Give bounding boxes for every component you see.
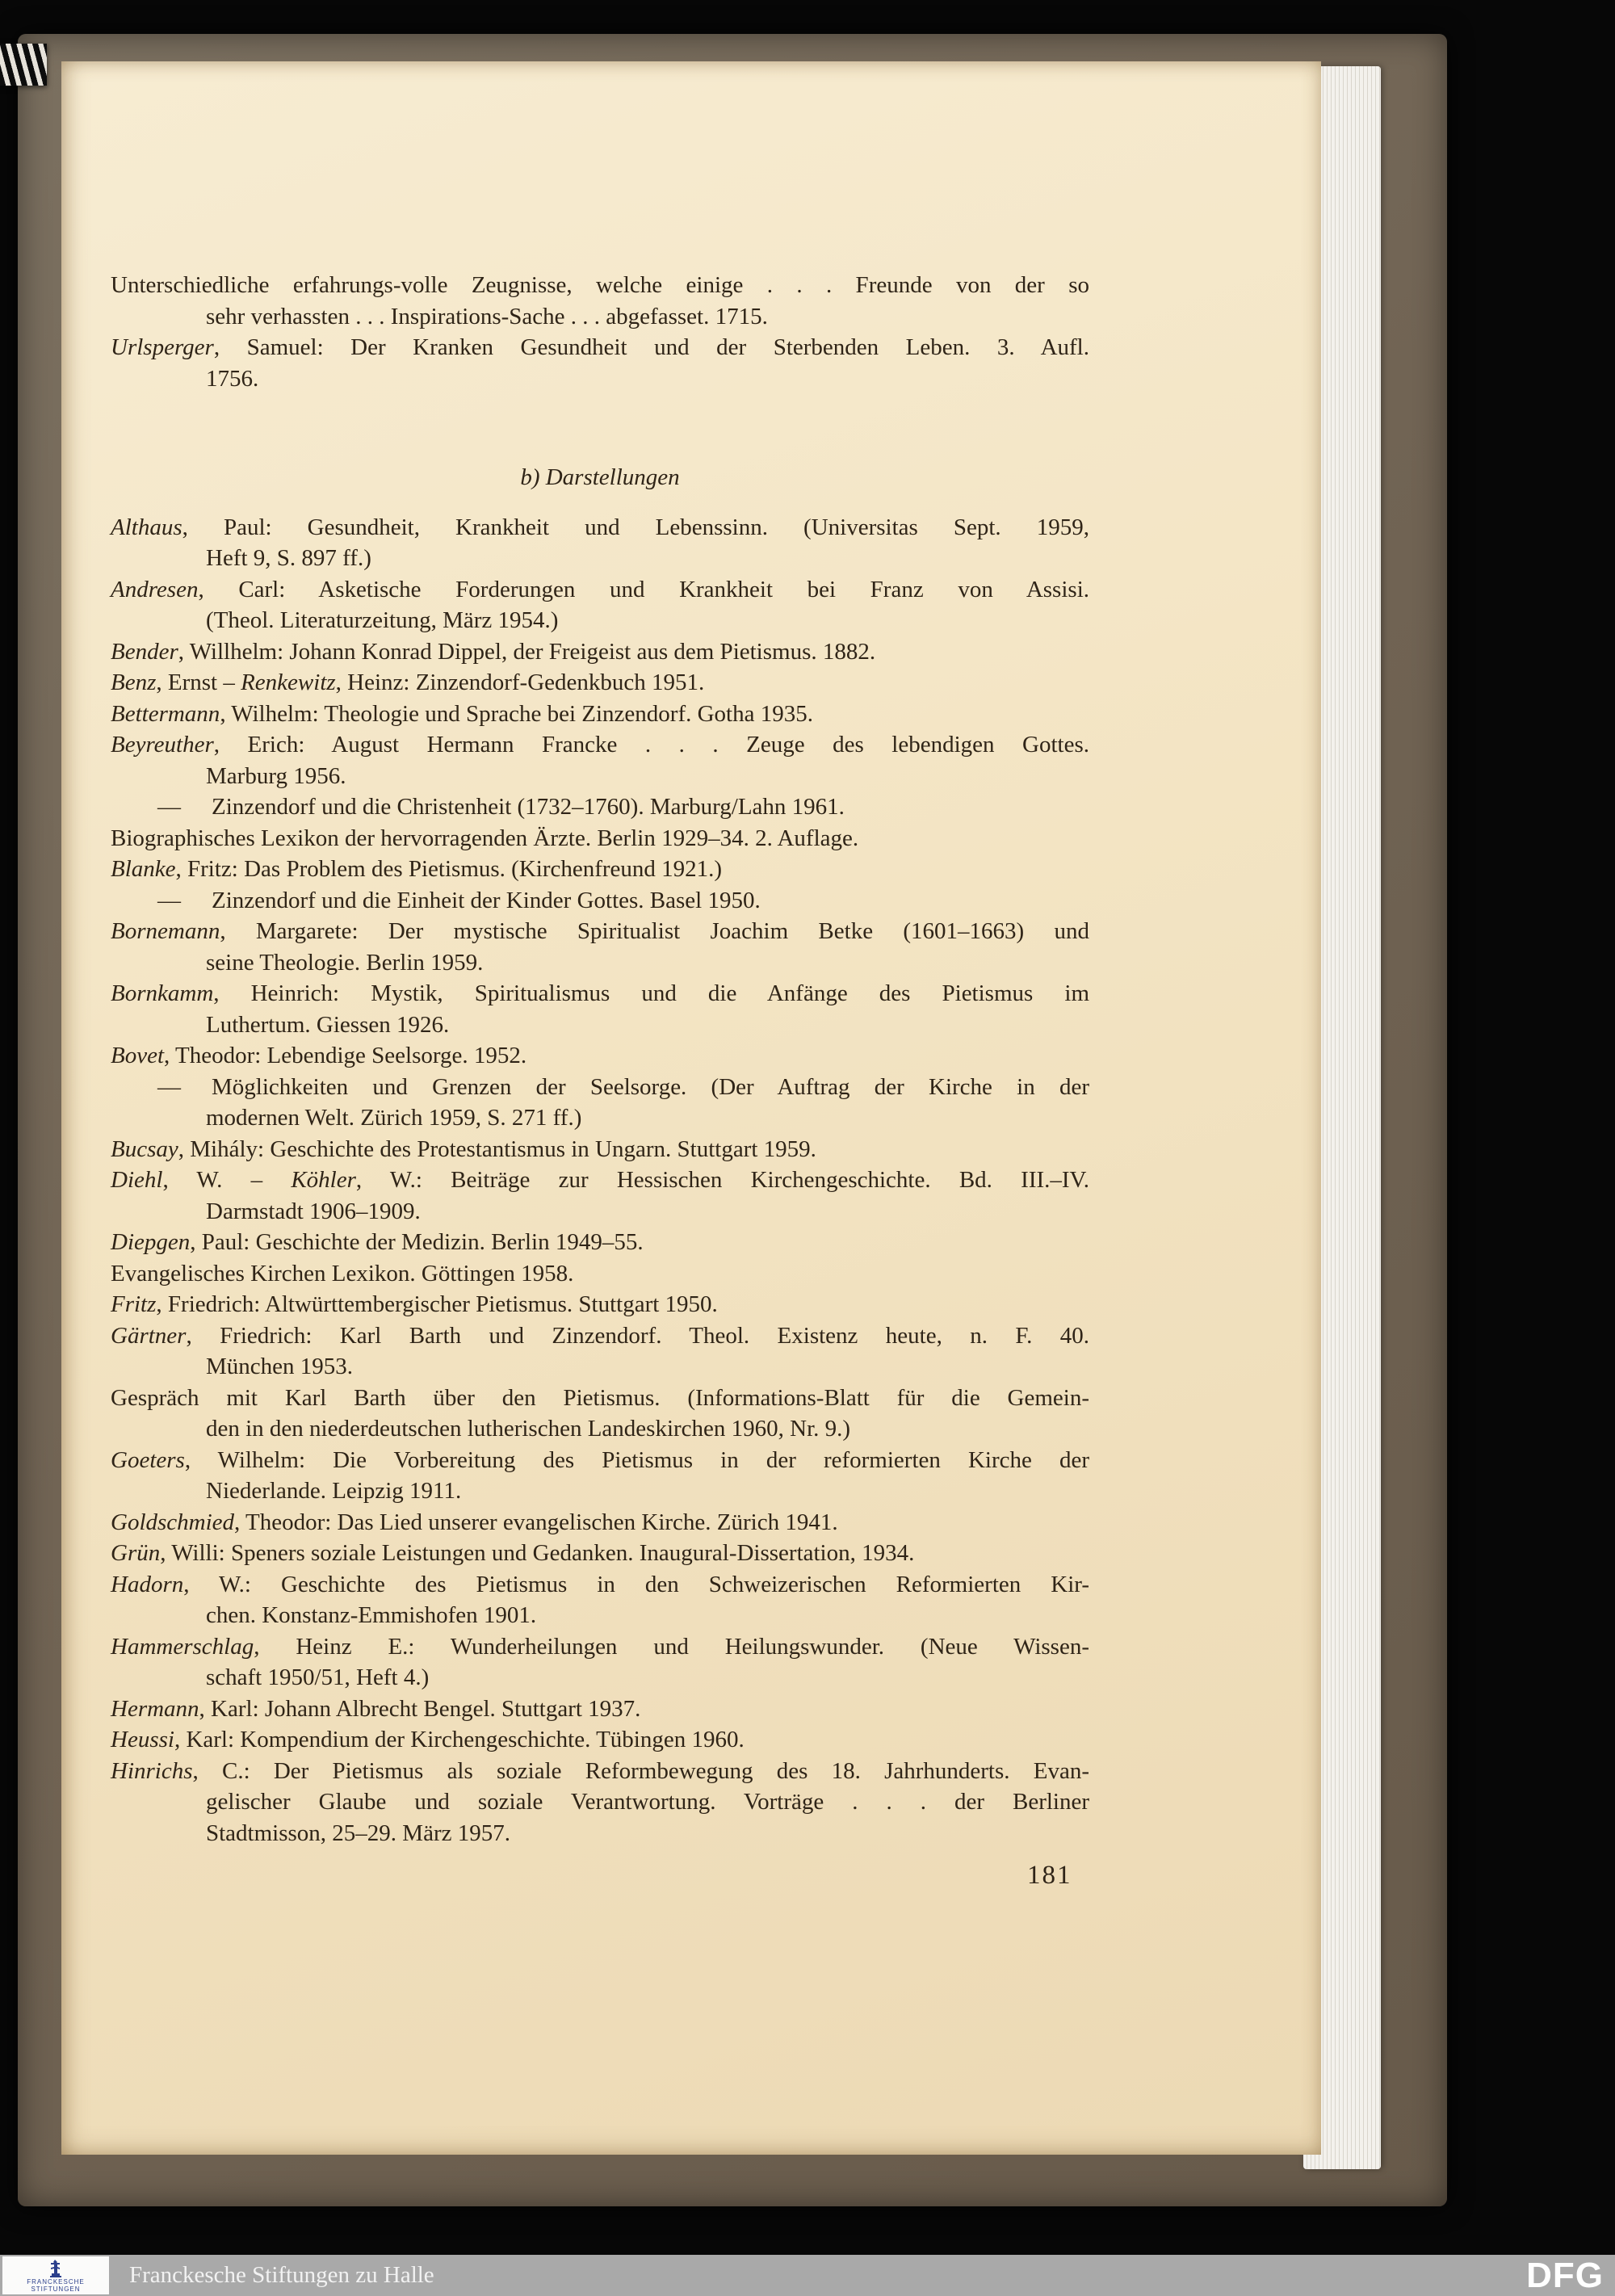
text-segment: , W. – xyxy=(162,1167,292,1193)
bib-line xyxy=(111,1258,1089,1290)
bibliography-entry xyxy=(111,667,1089,699)
bibliography-entry xyxy=(111,1072,1089,1134)
bib-line xyxy=(111,1786,1089,1818)
bibliography-entry xyxy=(111,574,1089,636)
bibliography-entry xyxy=(111,1383,1089,1445)
text-segment: Marburg 1956. xyxy=(206,762,346,789)
text-segment: , Wilhelm: Theologie und Sprache bei Zinzendorf. Gotha 1935. xyxy=(220,700,813,727)
bibliography-entry xyxy=(111,1258,1089,1290)
text-segment: , Theodor: Lebendige Seelsorge. 1952. xyxy=(164,1043,527,1068)
bibliography-entry xyxy=(111,1724,1089,1756)
bib-line xyxy=(111,1600,1089,1631)
viewer-footer xyxy=(0,2255,1615,2296)
text-segment: , Carl: Asketische Forderungen und Krankheit bei Franz von Assisi. xyxy=(198,576,1089,602)
bib-line xyxy=(111,301,1089,333)
text-segment: Althaus xyxy=(111,514,182,540)
text-segment: den in den niederdeutschen lutherischen Landeskirchen 1960, Nr. 9.) xyxy=(206,1416,851,1442)
bibliography-entry xyxy=(111,1165,1089,1227)
text-segment: , Heinz: Zinzendorf-Gedenkbuch 1951. xyxy=(335,669,705,695)
bib-line xyxy=(111,1196,1089,1228)
text-segment: , Friedrich: Karl Barth und Zinzendorf. Theol. Existenz heute, n. F. 40. xyxy=(186,1322,1089,1349)
bib-line xyxy=(111,1227,1089,1258)
bib-line xyxy=(111,916,1089,947)
text-segment: Gespräch mit Karl Barth über den Pietismus. (Informations-Blatt für die Gemein- xyxy=(111,1384,1089,1411)
dfg-logo: DFG xyxy=(1526,2256,1604,2295)
logo-caption-line1: FRANCKESCHE xyxy=(27,2277,85,2286)
text-segment: , Paul: Gesundheit, Krankheit und Lebenssinn. (Universitas Sept. 1959, xyxy=(182,514,1089,540)
bib-line xyxy=(111,1724,1089,1756)
text-segment: (Theol. Literaturzeitung, März 1954.) xyxy=(206,607,559,633)
text-segment: , Ernst – xyxy=(156,669,241,695)
text-segment: , Heinz E.: Wunderheilungen und Heilungswunder. (Neue Wissen- xyxy=(254,1633,1089,1660)
text-segment: , Theodor: Das Lied unserer evangelischen Kirche. Zürich 1941. xyxy=(234,1509,838,1535)
bibliography-entry xyxy=(111,332,1089,394)
text-segment: Bornkamm xyxy=(111,980,214,1006)
bib-line xyxy=(111,947,1089,979)
bib-line xyxy=(111,1631,1089,1663)
text-segment: , Erich: August Hermann Francke . . . Zeuge des lebendigen Gottes. xyxy=(213,732,1089,758)
bibliography-entry xyxy=(111,1569,1089,1631)
text-segment: Gärtner xyxy=(111,1322,187,1349)
text-segment: , Karl: Johann Albrecht Bengel. Stuttgart 1937. xyxy=(199,1695,641,1722)
text-segment: , Paul: Geschichte der Medizin. Berlin 1949–55. xyxy=(190,1229,644,1255)
text-segment: Diepgen xyxy=(111,1229,191,1255)
bibliography-list xyxy=(111,512,1089,1849)
text-segment: , C.: Der Pietismus als soziale Reformbewegung des 18. Jahrhunderts. Evan- xyxy=(192,1757,1089,1784)
bib-line xyxy=(111,1662,1089,1694)
bib-line xyxy=(111,1818,1089,1849)
text-segment: Biographisches Lexikon der hervorragenden Ärzte. Berlin 1929–34. 2. Auflage. xyxy=(111,825,859,851)
bibliography-entry xyxy=(111,1040,1089,1072)
text-segment: Diehl xyxy=(111,1167,163,1193)
text-segment: Beyreuther xyxy=(111,732,214,758)
text-segment: , W.: Geschichte des Pietismus in den Schweizerischen Reformierten Kir- xyxy=(183,1571,1089,1597)
franckesche-logo xyxy=(2,2256,109,2294)
text-segment: sehr verhassten . . . Inspirations-Sache . . . abgefasset. 1715. xyxy=(206,303,768,329)
bib-line xyxy=(111,1383,1089,1414)
text-segment: seine Theologie. Berlin 1959. xyxy=(206,949,484,976)
text-segment: 1756. xyxy=(206,365,259,392)
text-segment: Benz xyxy=(111,669,157,695)
bibliography-entry xyxy=(111,636,1089,668)
page-number: 181 xyxy=(1027,1861,1072,1890)
book-cover xyxy=(18,34,1447,2206)
bib-line xyxy=(111,1009,1089,1041)
bib-line xyxy=(111,1165,1089,1196)
bib-line xyxy=(111,1413,1089,1445)
bibliography-entry xyxy=(111,1445,1089,1507)
text-segment: , Karl: Kompendium der Kirchengeschichte. Tübingen 1960. xyxy=(174,1727,745,1752)
bib-line xyxy=(111,761,1089,792)
text-segment: Goeters xyxy=(111,1446,185,1473)
entry-repeat-dash: — xyxy=(157,794,181,820)
bib-line xyxy=(111,1134,1089,1165)
text-segment: Köhler xyxy=(291,1167,356,1193)
bib-line xyxy=(111,1475,1089,1507)
text-segment: Bucsay xyxy=(111,1135,178,1162)
bibliography-entry xyxy=(111,1631,1089,1694)
bib-line xyxy=(111,512,1089,544)
text-segment: Bettermann xyxy=(111,700,220,727)
text-segment: , Mihály: Geschichte des Protestantismus in Ungarn. Stuttgart 1959. xyxy=(178,1135,816,1162)
binding-thread xyxy=(0,44,47,86)
page-text-block xyxy=(111,270,1089,1849)
bib-line xyxy=(111,1694,1089,1725)
bib-line xyxy=(111,1569,1089,1601)
franckesche-emblem-icon xyxy=(47,2259,65,2278)
bib-line xyxy=(111,885,1089,917)
bibliography-entry xyxy=(111,1756,1089,1849)
entry-repeat-dash: — xyxy=(157,1073,181,1100)
bibliography-entry xyxy=(111,1320,1089,1383)
bib-line xyxy=(111,605,1089,636)
book-page xyxy=(61,61,1321,2155)
entry-repeat-dash: — xyxy=(157,887,181,913)
bib-line xyxy=(111,699,1089,730)
institution-name: Franckesche Stiftungen zu Halle xyxy=(129,2262,434,2288)
bibliography-entry xyxy=(111,270,1089,332)
text-segment: Hammerschlag xyxy=(111,1633,254,1660)
logo-caption-line2: STIFTUNGEN xyxy=(31,2285,81,2293)
bib-line xyxy=(111,854,1089,885)
text-segment: Möglichkeiten und Grenzen der Seelsorge. (Der Auftrag der Kirche in der xyxy=(212,1073,1089,1100)
text-segment: Goldschmied xyxy=(111,1509,235,1535)
text-segment: Zinzendorf und die Einheit der Kinder Gottes. Basel 1950. xyxy=(212,887,761,913)
text-segment: Blanke xyxy=(111,856,176,882)
text-segment: , Samuel: Der Kranken Gesundheit und der Sterbenden Leben. 3. Aufl. xyxy=(213,334,1089,360)
bib-line xyxy=(111,636,1089,668)
bib-line xyxy=(111,1289,1089,1320)
text-segment: Bender xyxy=(111,638,178,665)
bibliography-entry xyxy=(111,1694,1089,1725)
bibliography-entry xyxy=(111,1289,1089,1320)
text-segment: Hinrichs xyxy=(111,1757,193,1784)
bibliography-entry xyxy=(111,1538,1089,1569)
bib-line xyxy=(111,978,1089,1009)
text-segment: Evangelisches Kirchen Lexikon. Göttingen 1958. xyxy=(111,1260,574,1287)
bibliography-entry xyxy=(111,699,1089,730)
text-segment: Andresen xyxy=(111,576,199,602)
text-segment: Bovet xyxy=(111,1043,165,1068)
bibliography-entry xyxy=(111,1134,1089,1165)
text-segment: Heft 9, S. 897 ff.) xyxy=(206,545,371,571)
text-segment: , Willi: Speners soziale Leistungen und Gedanken. Inaugural-Dissertation, 1934. xyxy=(160,1540,915,1566)
text-segment: Hermann xyxy=(111,1695,199,1722)
text-segment: , Willhelm: Johann Konrad Dippel, der Freigeist aus dem Pietismus. 1882. xyxy=(178,638,876,665)
bib-line xyxy=(111,1445,1089,1476)
bib-line xyxy=(111,667,1089,699)
bibliography-entry xyxy=(111,854,1089,885)
bib-line xyxy=(111,1072,1089,1103)
bibliography-entry xyxy=(111,729,1089,791)
bibliography-entry xyxy=(111,1227,1089,1258)
bib-line xyxy=(111,574,1089,606)
text-segment: Renkewitz xyxy=(241,669,336,695)
bib-line xyxy=(111,1538,1089,1569)
bibliography-entry xyxy=(111,916,1089,978)
bib-line xyxy=(111,729,1089,761)
text-segment: Urlsperger xyxy=(111,334,214,360)
bibliography-entry xyxy=(111,823,1089,854)
text-segment: Heussi xyxy=(111,1727,174,1752)
text-segment: München 1953. xyxy=(206,1354,354,1379)
bib-line xyxy=(111,1102,1089,1134)
text-segment: , Margarete: Der mystische Spiritualist Joachim Betke (1601–1663) und xyxy=(220,918,1089,944)
bibliography-entry xyxy=(111,512,1089,574)
text-segment: Grün xyxy=(111,1540,161,1566)
text-segment: , Heinrich: Mystik, Spiritualismus und die Anfänge des Pietismus im xyxy=(213,980,1089,1006)
bib-line xyxy=(111,1507,1089,1538)
text-segment: Fritz xyxy=(111,1291,157,1317)
bibliography-entry xyxy=(111,885,1089,917)
text-segment: , Wilhelm: Die Vorbereitung des Pietismus in der reformierten Kirche der xyxy=(184,1446,1089,1473)
text-segment: , Fritz: Das Problem des Pietismus. (Kirchenfreund 1921.) xyxy=(175,856,723,882)
text-segment: Darmstadt 1906–1909. xyxy=(206,1198,421,1224)
text-segment: , Friedrich: Altwürttembergischer Pietismus. Stuttgart 1950. xyxy=(156,1291,718,1317)
bib-line xyxy=(111,791,1089,823)
text-segment: gelischer Glaube und soziale Verantwortung. Vorträge . . . der Berliner xyxy=(206,1789,1089,1815)
text-segment: , W.: Beiträge zur Hessischen Kirchengeschichte. Bd. III.–IV. xyxy=(355,1167,1090,1193)
text-segment: Zinzendorf und die Christenheit (1732–1760). Marburg/Lahn 1961. xyxy=(212,794,845,820)
text-segment: Niederlande. Leipzig 1911. xyxy=(206,1478,462,1504)
text-segment: Unterschiedliche erfahrungs-volle Zeugnisse, welche einige . . . Freunde von der so xyxy=(111,272,1089,298)
top-continued-entries xyxy=(111,270,1089,394)
bib-line xyxy=(111,823,1089,854)
section-heading: b) Darstellungen xyxy=(520,464,680,490)
bib-line xyxy=(111,270,1089,301)
bib-line xyxy=(111,543,1089,574)
text-segment: Bornemann xyxy=(111,918,220,944)
bibliography-entry xyxy=(111,978,1089,1040)
bib-line xyxy=(111,363,1089,395)
text-segment: Luthertum. Giessen 1926. xyxy=(206,1011,450,1038)
bibliography-entry xyxy=(111,791,1089,823)
text-segment: chen. Konstanz-Emmishofen 1901. xyxy=(206,1602,537,1628)
bib-line xyxy=(111,1351,1089,1383)
text-segment: modernen Welt. Zürich 1959, S. 271 ff.) xyxy=(206,1105,582,1131)
bib-line xyxy=(111,1320,1089,1352)
bib-line xyxy=(111,332,1089,363)
text-segment: schaft 1950/51, Heft 4.) xyxy=(206,1664,430,1690)
bib-line xyxy=(111,1040,1089,1072)
bib-line xyxy=(111,1756,1089,1787)
text-segment: Hadorn xyxy=(111,1571,184,1597)
franckesche-logo-caption xyxy=(27,2278,84,2293)
bibliography-entry xyxy=(111,1507,1089,1538)
text-segment: Stadtmisson, 25–29. März 1957. xyxy=(206,1820,510,1846)
